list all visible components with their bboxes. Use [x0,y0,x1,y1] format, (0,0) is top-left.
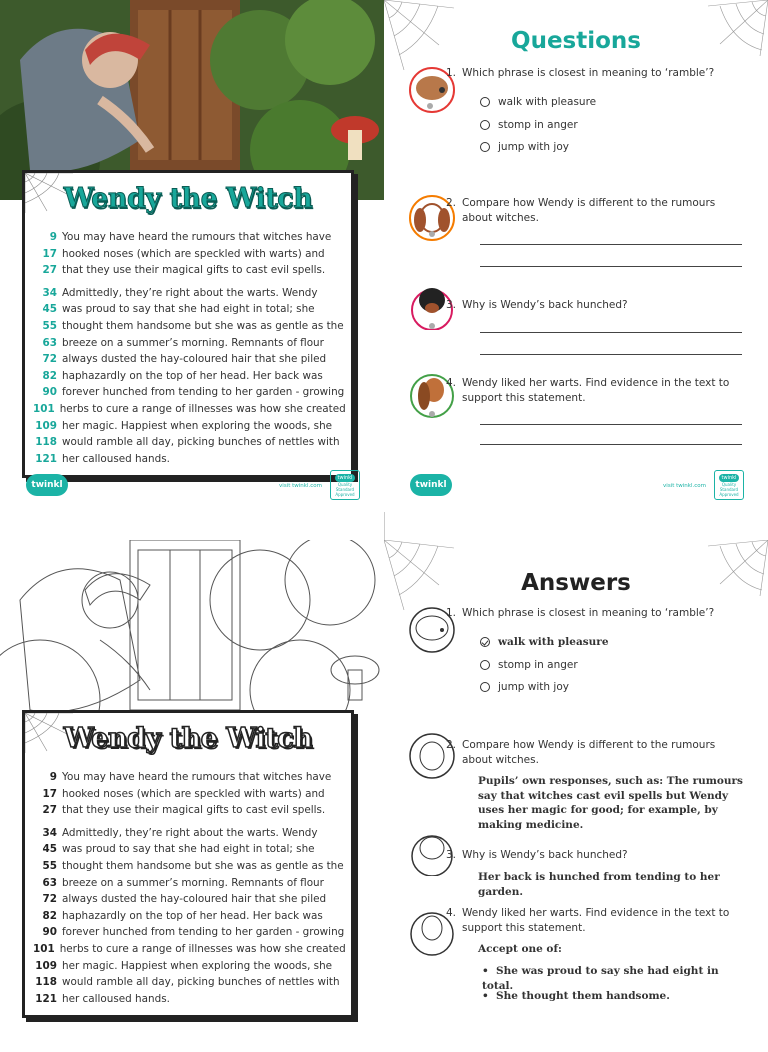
story-line [33,802,345,819]
word-count: 55 [42,859,57,872]
story-line [33,318,345,335]
story-text-bw [33,769,345,1007]
word-count: 55 [42,319,57,332]
story-text-color [33,229,345,467]
line-text: forever hunched from tending to her garden - growing [62,386,345,399]
line-text: breeze on a summer’s morning. Remnants of flour [62,876,324,889]
word-count: 63 [42,336,57,349]
line-text: herbs to cure a range of illnesses was how she created [59,942,346,955]
story-line [33,285,345,302]
radio-icon[interactable] [480,660,490,670]
story-card [22,710,354,1018]
story-line [33,246,345,263]
story-title: Wendy the Witch [63,723,313,754]
story-line [33,875,345,892]
story-line [33,825,345,842]
story-page-bw [0,540,384,1052]
line-text: hooked noses (which are speckled with warts) and [62,247,325,260]
word-count: 72 [42,893,57,906]
story-line [33,841,345,858]
story-line [33,384,345,401]
story-line [33,368,345,385]
option-stomp[interactable]: stomp in anger [480,659,578,671]
line-text: would ramble all day, picking bunches of nettles with [62,976,340,989]
story-line [33,769,345,786]
story-line [33,891,345,908]
twinkl-logo[interactable]: twinkl [410,474,452,496]
line-text: her calloused hands. [62,452,170,465]
story-title: Wendy the Witch [63,183,313,214]
line-text: haphazardly on the top of her head. Her back was [62,909,323,922]
word-count: 45 [42,843,57,856]
option-stomp[interactable]: stomp in anger [480,119,578,131]
word-count: 101 [33,942,55,955]
answer-3-text: Her back is hunched from tending to her garden. [478,871,720,898]
word-count: 17 [42,787,57,800]
word-count: 27 [42,264,57,277]
radio-icon[interactable] [480,682,490,692]
line-text: always dusted the hay-coloured hair that she piled [62,353,327,366]
radio-icon[interactable] [480,142,490,152]
story-line [33,401,345,418]
word-count: 109 [35,959,57,972]
story-line [33,229,345,246]
footer [384,464,768,512]
story-line [33,908,345,925]
word-count: 45 [42,303,57,316]
word-count: 101 [33,402,55,415]
word-count: 63 [42,876,57,889]
line-text: hooked noses (which are speckled with warts) and [62,787,325,800]
twinkl-logo[interactable]: twinkl [26,474,68,496]
line-text: her calloused hands. [62,992,170,1005]
radio-icon[interactable] [480,120,490,130]
write-line[interactable] [480,266,742,267]
story-line [33,924,345,941]
word-count: 34 [42,286,57,299]
word-count: 121 [35,452,57,465]
write-line[interactable] [480,244,742,245]
line-text: always dusted the hay-coloured hair that she piled [62,893,327,906]
line-text: forever hunched from tending to her garden - growing [62,926,345,939]
answer-4-point: • She thought them handsome. [482,990,670,1002]
quality-badge: twinkl Quality Standard Approved [330,470,360,500]
write-line[interactable] [480,444,742,445]
story-card [22,170,354,478]
line-text: herbs to cure a range of illnesses was how she created [59,402,346,415]
write-line[interactable] [480,354,742,355]
line-text: that they use their magical gifts to cast evil spells. [62,804,326,817]
story-line [33,434,345,451]
option-walk[interactable]: walk with pleasure [480,96,596,108]
story-line [33,941,345,958]
word-count: 118 [35,436,57,449]
story-line [33,262,345,279]
line-text: You may have heard the rumours that witches have [62,231,332,243]
line-text: Admittedly, they’re right about the warts. Wendy [62,286,318,299]
questions-heading: Questions [511,28,641,54]
story-page-color [0,0,384,512]
option-jump[interactable]: jump with joy [480,141,569,153]
write-line[interactable] [480,424,742,425]
story-line [33,858,345,875]
line-text: thought them handsome but she was as gentle as the [62,319,344,332]
story-line [33,786,345,803]
line-text: was proud to say that she had eight in total; she [62,303,315,316]
answer-4-point: • She was proud to say she had eight in total. [482,965,719,992]
answers-page: Answers 1. Which phrase is closest in meaning to ‘ramble’? walk with pleasure stomp in anger jump with joy 2. Compare how Wendy is different to the rumours about witches. Pupils’ own responses, such as: The rumours say that witches cast evil spells but Wendy uses her magic for good; for example, by making medicine. 3. Why is Wendy’s back hunched? Her back is hunched from tending to her garden. 4. Wendy liked her warts. Find evidence in the text to support this statement. Accept one of: • She was proud to say she had eight in total. • She thought them handsome. [384,540,768,1052]
line-text: that they use their magical gifts to cast evil spells. [62,264,326,277]
story-line [33,974,345,991]
word-count: 34 [42,826,57,839]
word-count: 90 [42,926,57,939]
radio-icon[interactable] [480,97,490,107]
word-count: 82 [42,369,57,382]
check-icon[interactable] [480,637,490,647]
line-text: You may have heard the rumours that witches have [62,771,332,783]
line-text: would ramble all day, picking bunches of nettles with [62,436,340,449]
answers-heading: Answers [521,570,631,596]
questions-page: Questions 1. Which phrase is closest in meaning to ‘ramble’? walk with pleasure stomp in anger jump with joy 2. Compare how Wendy is different to the rumours about witches. 3. Why is Wendy’s back hunched? 4. Wendy liked her warts. Find evidence in the text to support this statement. twinkl visit twinkl.com twinkl Quality Standard Approved [384,0,768,512]
line-text: was proud to say that she had eight in total; she [62,843,315,856]
word-count: 118 [35,976,57,989]
answer-2-text: Pupils’ own responses, such as: The rumours say that witches cast evil spells but Wendy uses her magic for good; for example, by making medicine. [478,775,743,831]
story-line [33,301,345,318]
word-count: 121 [35,992,57,1005]
word-count: 9 [49,771,57,783]
line-text: thought them handsome but she was as gentle as the [62,859,344,872]
line-text: haphazardly on the top of her head. Her back was [62,369,323,382]
option-jump[interactable]: jump with joy [480,681,569,693]
word-count: 17 [42,247,57,260]
quality-badge: twinkl Quality Standard Approved [714,470,744,500]
word-count: 109 [35,419,57,432]
word-count: 9 [49,231,57,243]
word-count: 72 [42,353,57,366]
write-line[interactable] [480,332,742,333]
story-line [33,418,345,435]
footer [0,464,384,512]
option-walk-correct[interactable]: walk with pleasure [480,636,609,648]
word-count: 82 [42,909,57,922]
visit-link[interactable]: visit twinkl.com [279,483,322,489]
line-text: her magic. Happiest when exploring the woods, she [62,959,333,972]
answer-4-intro: Accept one of: [478,943,562,955]
story-line [33,991,345,1008]
line-text: Admittedly, they’re right about the warts. Wendy [62,826,318,839]
visit-link[interactable]: visit twinkl.com [663,483,706,489]
line-text: breeze on a summer’s morning. Remnants of flour [62,336,324,349]
line-text: her magic. Happiest when exploring the woods, she [62,419,333,432]
word-count: 27 [42,804,57,817]
story-line [33,335,345,352]
story-line [33,958,345,975]
story-line [33,351,345,368]
word-count: 90 [42,386,57,399]
